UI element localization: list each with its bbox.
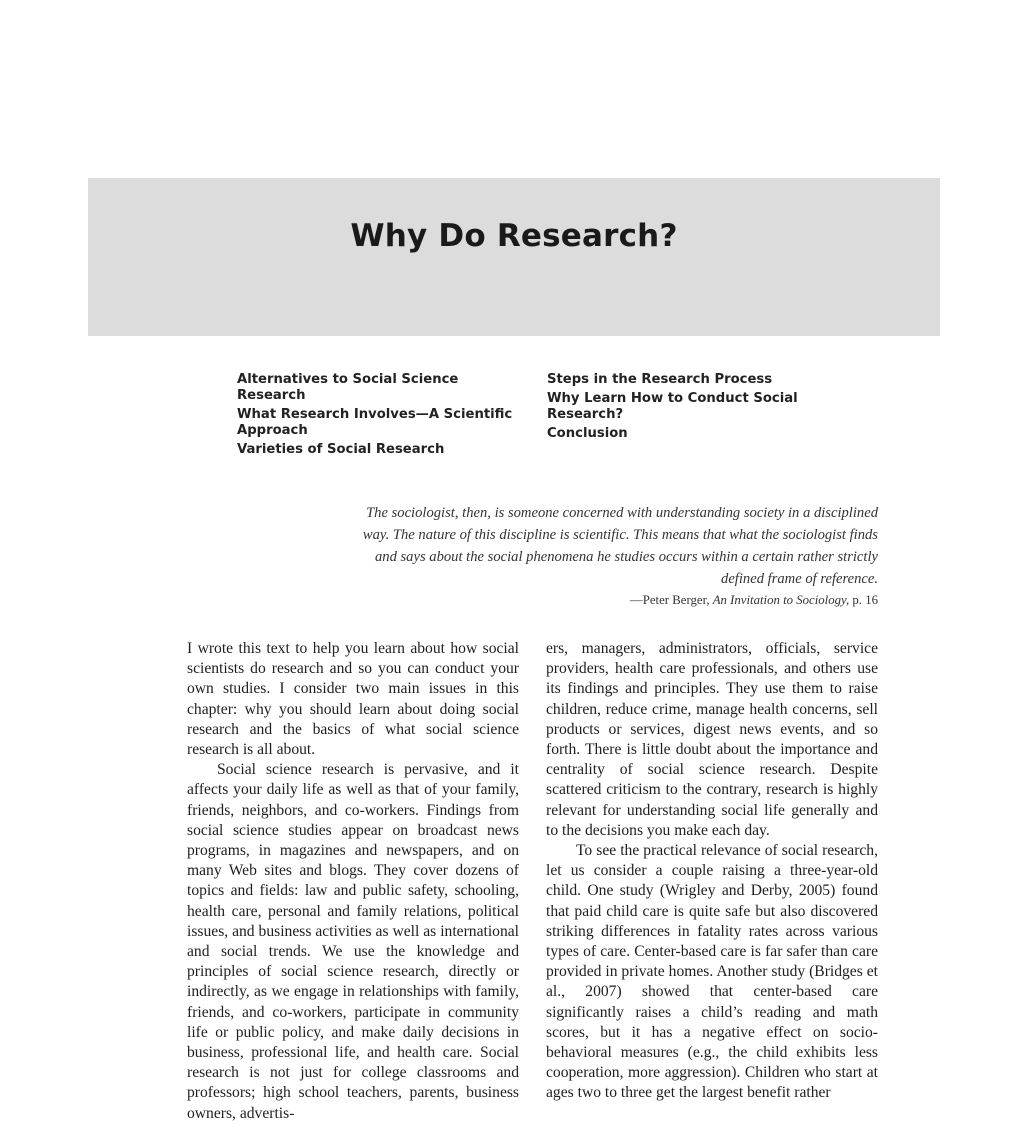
attribution-author: Peter Berger, (642, 593, 713, 607)
body-column-right (546, 639, 878, 1104)
outline-item: Conclusion (547, 426, 628, 441)
body-column-left (187, 639, 519, 1124)
attribution-book: An Invitation to Sociology, (712, 593, 850, 607)
chapter-banner (88, 178, 940, 336)
body-paragraph: ers, managers, administrators, officials, service providers, health care professionals, and others use its findings and principles. They use them to raise children, reduce crime, manage health concerns, sell products or services, digest news events, and so forth. There is little doubt about the importance and centrality of social science research. Despite scattered criticism to the contrary, research is highly relevant for understanding social life generally and to the decisions you make each day. (546, 640, 878, 839)
chapter-outline-right (547, 372, 817, 445)
chapter-title: Why Do Research? (350, 218, 678, 254)
body-paragraph: Social science research is pervasive, and it affects your daily life as well as that of your family, friends, neighbors, and co-workers. Findings from social science studies appear on broadcast news programs, in magazines and newspapers, and on many Web sites and blogs. They cover dozens of topics and fields: law and public safety, schooling, health care, personal and family relations, political issues, and business activities as well as international and social trends. We use the knowledge and principles of social science research, directly or indirectly, as we engage in relationships with family, friends, and co-workers, participate in community life or public policy, and make daily decisions in business, professional life, and health care. Social research is not just for college classrooms and professors; high school teachers, parents, business owners, advertis- (187, 761, 519, 1122)
epigraph (360, 502, 878, 610)
attribution-page: p. 16 (849, 593, 878, 607)
outline-item: Alternatives to Social Science Research (237, 372, 459, 403)
epigraph-quote: The sociologist, then, is someone concerned with understanding society in a disciplined way. The nature of this discipline is scientific. This means that what the sociologist finds and says about the social phenomena he studies occurs within a certain rather strictly defined frame of reference. (362, 505, 878, 587)
body-paragraph: To see the practical relevance of social research, let us consider a couple raising a three-year-old child. One study (Wrigley and Derby, 2005) found that paid child care is quite safe but also discovered striking differences in fatality rates across various types of care. Center-based care is far safer than care provided in private homes. Another study (Bridges et al., 2007) showed that center-based care significantly raises a child’s reading and math scores, but it has a negative effect on socio-behavioral measures (e.g., the child exhibits less cooperation, more aggression). Children who start at ages two to three get the largest benefit rather (546, 842, 878, 1102)
epigraph-attribution (360, 590, 878, 610)
attribution-dash: — (629, 593, 643, 607)
outline-item: Why Learn How to Conduct Social Research? (547, 391, 798, 422)
body-paragraph: I wrote this text to help you learn about how social scientists do research and so you can conduct your own studies. I consider two main issues in this chapter: why you should learn about doing social research and the basics of what social science research is all about. (187, 640, 519, 759)
outline-item: What Research Involves—A Scientific Approach (237, 407, 513, 438)
outline-item: Varieties of Social Research (237, 442, 445, 457)
chapter-outline-left (237, 372, 527, 461)
outline-item: Steps in the Research Process (547, 372, 773, 387)
